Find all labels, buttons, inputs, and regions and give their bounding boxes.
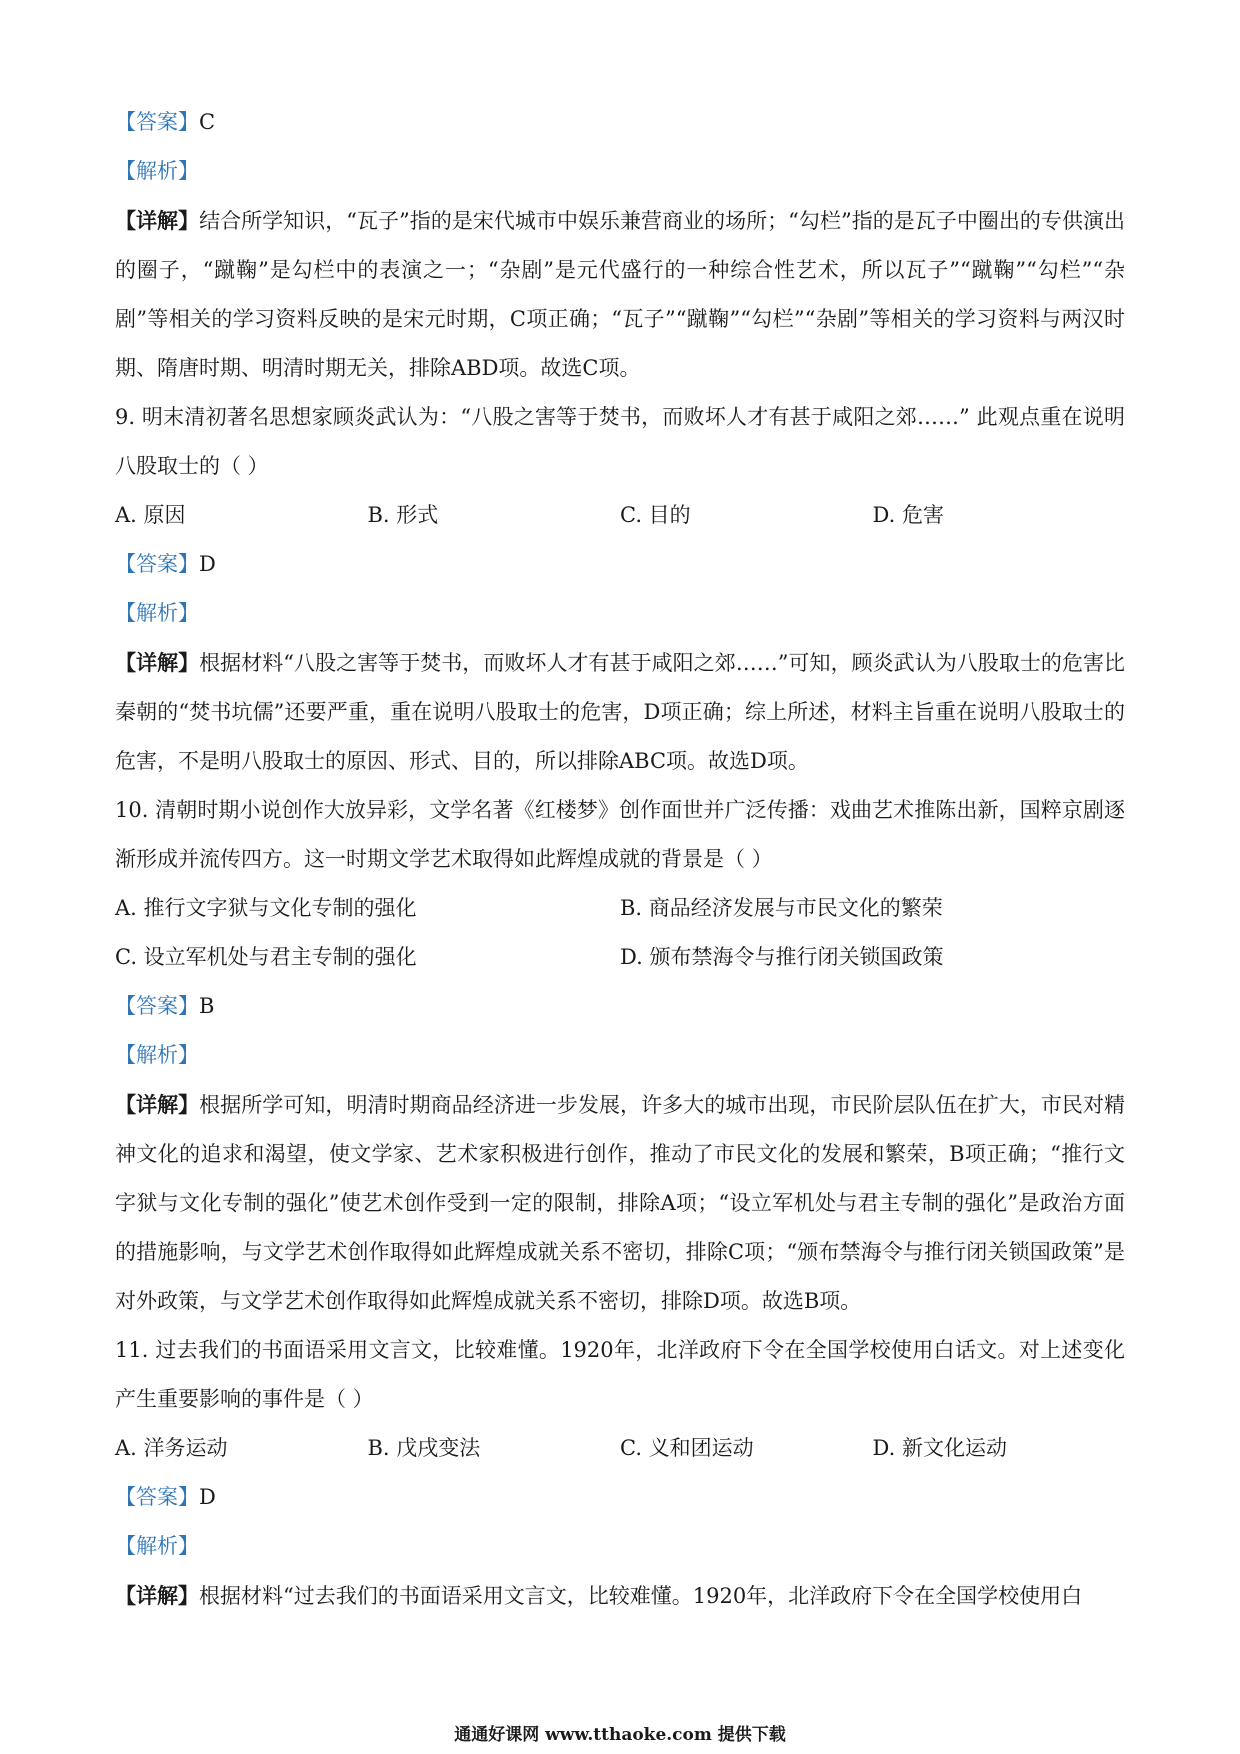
detail-label: 【详解】 bbox=[115, 650, 200, 675]
analysis-line bbox=[115, 147, 1125, 196]
answer-line bbox=[115, 540, 1125, 589]
page-content bbox=[115, 98, 1125, 1621]
option-a: A. 原因 bbox=[115, 503, 186, 527]
detail-text: 结合所学知识，“瓦子”指的是宋代城市中娱乐兼营商业的场所；“勾栏”指的是瓦子中圈出的专供演出的圈子，“蹴鞠”是勾栏中的表演之一；“杂剧”是元代盛行的一种综合性艺术，所以瓦子”“蹴鞠”“勾栏”“杂剧”等相关的学习资料反映的是宋元时期，C项正确；“瓦子”“蹴鞠”“勾栏”“杂剧”等相关的学习资料与两汉时期、隋唐时期、明清时期无关，排除ABD项。故选C项。 bbox=[115, 209, 1125, 380]
answer-line bbox=[115, 1473, 1125, 1522]
detail-paragraph bbox=[115, 638, 1125, 786]
detail-label: 【详解】 bbox=[115, 1583, 199, 1608]
analysis-label: 【解析】 bbox=[115, 1534, 199, 1558]
detail-text: 根据材料“过去我们的书面语采用文言文，比较难懂。1920年，北洋政府下令在全国学校使用白 bbox=[199, 1584, 1083, 1608]
options-row bbox=[115, 933, 1125, 982]
answer-label: 【答案】 bbox=[115, 552, 199, 576]
option-d: D. 新文化运动 bbox=[872, 1436, 1007, 1460]
options-row bbox=[115, 491, 1125, 540]
answer-label: 【答案】 bbox=[115, 110, 199, 134]
analysis-label: 【解析】 bbox=[115, 1043, 199, 1067]
detail-text: 根据材料“八股之害等于焚书，而败坏人才有甚于咸阳之郊……”可知，顾炎武认为八股取士的危害比秦朝的“焚书坑儒”还要严重，重在说明八股取士的危害，D项正确；综上所述，材料主旨重在说明八股取士的危害，不是明八股取士的原因、形式、目的，所以排除ABC项。故选D项。 bbox=[115, 651, 1126, 773]
option-a: A. 推行文字狱与文化专制的强化 bbox=[115, 896, 417, 920]
question-stem: 11. 过去我们的书面语采用文言文，比较难懂。1920年，北洋政府下令在全国学校使用白话文。对上述变化产生重要影响的事件是（ ） bbox=[115, 1338, 1125, 1411]
answer-line bbox=[115, 98, 1125, 147]
answer-label: 【答案】 bbox=[115, 994, 199, 1018]
detail-paragraph bbox=[115, 1571, 1125, 1621]
answer-value: B bbox=[199, 994, 215, 1018]
options-row bbox=[115, 1424, 1125, 1473]
analysis-label: 【解析】 bbox=[115, 159, 199, 183]
answer-line bbox=[115, 982, 1125, 1031]
option-b: B. 商品经济发展与市民文化的繁荣 bbox=[620, 896, 943, 920]
detail-label: 【详解】 bbox=[115, 1092, 200, 1117]
options-row bbox=[115, 884, 1125, 933]
option-b: B. 形式 bbox=[367, 503, 439, 527]
option-d: D. 危害 bbox=[872, 503, 944, 527]
page-footer: 通通好课网 www.tthaoke.com 提供下载 bbox=[454, 1725, 786, 1745]
analysis-line bbox=[115, 1031, 1125, 1080]
detail-label: 【详解】 bbox=[115, 208, 200, 233]
option-c: C. 设立军机处与君主专制的强化 bbox=[115, 945, 417, 969]
analysis-line bbox=[115, 1522, 1125, 1571]
detail-paragraph bbox=[115, 196, 1125, 393]
question-stem: 10. 清朝时期小说创作大放异彩，文学名著《红楼梦》创作面世并广泛传播：戏曲艺术推陈出新，国粹京剧逐渐形成并流传四方。这一时期文学艺术取得如此辉煌成就的背景是（ ） bbox=[115, 798, 1125, 871]
answer-value: C bbox=[199, 110, 216, 134]
answer-label: 【答案】 bbox=[115, 1485, 199, 1509]
option-c: C. 义和团运动 bbox=[620, 1436, 754, 1460]
answer-value: D bbox=[199, 552, 216, 576]
detail-paragraph bbox=[115, 1080, 1125, 1326]
option-d: D. 颁布禁海令与推行闭关锁国政策 bbox=[620, 945, 944, 969]
analysis-label: 【解析】 bbox=[115, 601, 199, 625]
option-a: A. 洋务运动 bbox=[115, 1436, 228, 1460]
option-c: C. 目的 bbox=[620, 503, 691, 527]
question-stem: 9. 明末清初著名思想家顾炎武认为：“八股之害等于焚书，而败坏人才有甚于咸阳之郊……” 此观点重在说明八股取士的（ ） bbox=[115, 405, 1125, 478]
detail-text: 根据所学可知，明清时期商品经济进一步发展，许多大的城市出现，市民阶层队伍在扩大，市民对精神文化的追求和渴望，使文学家、艺术家积极进行创作，推动了市民文化的发展和繁荣，B项正确；“推行文字狱与文化专制的强化”使艺术创作受到一定的限制，排除A项；“设立军机处与君主专制的强化”是政治方面的措施影响，与文学艺术创作取得如此辉煌成就关系不密切，排除C项；“颁布禁海令与推行闭关锁国政策”是对外政策，与文学艺术创作取得如此辉煌成就关系不密切，排除D项。故选B项。 bbox=[115, 1093, 1125, 1313]
answer-value: D bbox=[199, 1485, 216, 1509]
option-b: B. 戊戌变法 bbox=[367, 1436, 481, 1460]
analysis-line bbox=[115, 589, 1125, 638]
